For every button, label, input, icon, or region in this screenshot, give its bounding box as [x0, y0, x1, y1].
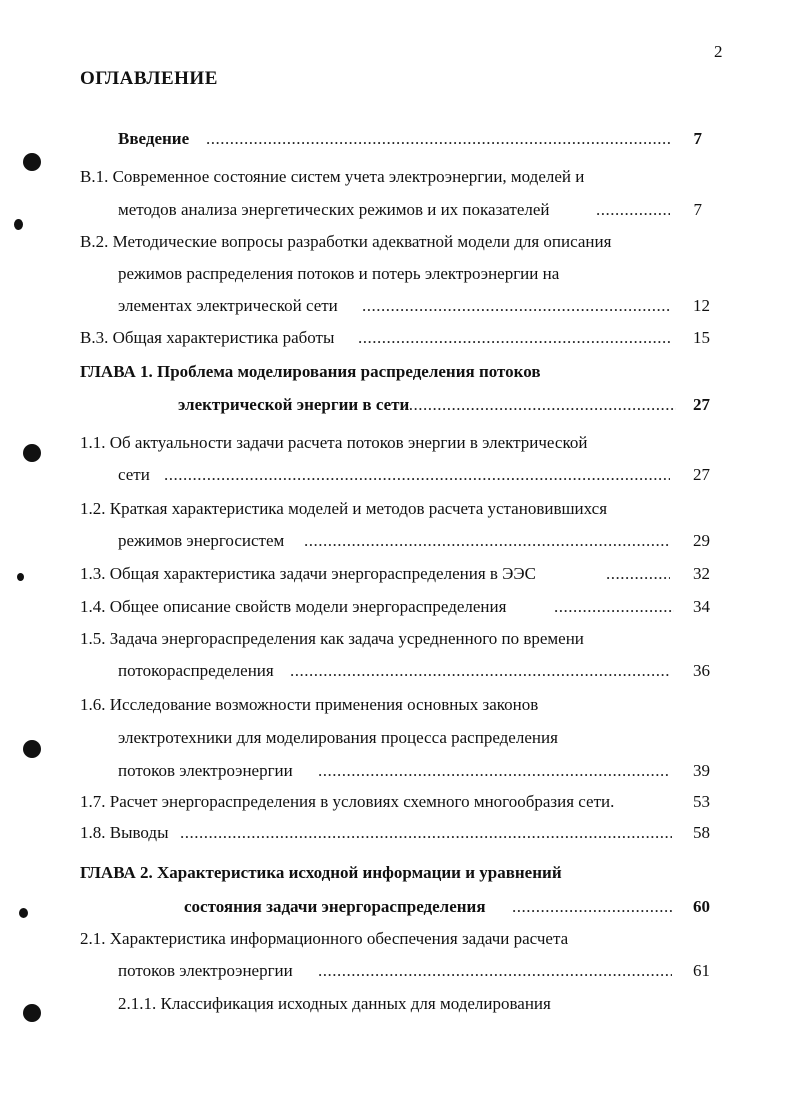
- toc-page-number: 61: [693, 961, 710, 980]
- punch-hole: [23, 740, 41, 758]
- punch-hole: [23, 1004, 41, 1022]
- page-number: 2: [714, 42, 723, 61]
- toc-entry-text: ГЛАВА 1. Проблема моделирования распределения потоков: [80, 362, 541, 381]
- leader-dots: [404, 394, 676, 416]
- toc-entry-text: 1.8. Выводы: [80, 823, 169, 842]
- toc-page-number: 39: [693, 761, 710, 780]
- toc-page-number: 7: [693, 129, 702, 148]
- leader-dots: [512, 896, 674, 918]
- toc-entry-text: методов анализа энергетических режимов и их показателей: [118, 200, 550, 219]
- toc-entry-text: В.2. Методические вопросы разработки адекватной модели для описания: [80, 232, 612, 251]
- toc-entry-text: 1.7. Расчет энергораспределения в условиях схемного многообразия сети.: [80, 792, 615, 811]
- leader-dots: [290, 660, 670, 682]
- toc-page-number: 27: [693, 465, 710, 484]
- toc-page-number: 60: [693, 897, 710, 916]
- toc-entry-text: элементах электрической сети: [118, 296, 338, 315]
- toc-page-number: 32: [693, 564, 710, 583]
- leader-dots: [362, 295, 670, 317]
- leader-dots: [318, 960, 672, 982]
- toc-entry-text: 1.4. Общее описание свойств модели энергораспределения: [80, 597, 507, 616]
- toc-entry-text: электротехники для моделирования процесса распределения: [118, 728, 558, 747]
- punch-hole: [23, 444, 41, 462]
- toc-page-number: 29: [693, 531, 710, 550]
- toc-entry-text: Введение: [118, 129, 190, 148]
- toc-entry-text: В.1. Современное состояние систем учета электроэнергии, моделей и: [80, 167, 585, 186]
- leader-dots: [358, 327, 670, 349]
- toc-page-number: 12: [693, 296, 710, 315]
- toc-page-number: 27: [693, 395, 710, 414]
- leader-dots: [164, 464, 670, 486]
- toc-page-number: 58: [693, 823, 710, 842]
- toc-entry-text: 2.1.1. Классификация исходных данных для моделирования: [118, 994, 551, 1013]
- toc-entry-text: режимов распределения потоков и потерь электроэнергии на: [118, 264, 560, 283]
- toc-entry-text: 2.1. Характеристика информационного обеспечения задачи расчета: [80, 929, 569, 948]
- leader-dots: [596, 199, 670, 221]
- leader-dots: [180, 822, 672, 844]
- toc-entry-text: состояния задачи энергораспределения: [184, 897, 486, 916]
- leader-dots: [606, 563, 670, 585]
- leader-dots: [304, 530, 670, 552]
- toc-entry-text: В.3. Общая характеристика работы: [80, 328, 335, 347]
- toc-entry-text: потоков электроэнергии: [118, 761, 293, 780]
- toc-entry-text: 1.1. Об актуальности задачи расчета потоков энергии в электрической: [80, 433, 588, 452]
- toc-entry-text: сети: [118, 465, 150, 484]
- punch-hole: [23, 153, 41, 171]
- toc-entry-text: 1.6. Исследование возможности применения основных законов: [80, 695, 539, 714]
- leader-dots: [554, 596, 674, 618]
- toc-entry-text: электрической энергии в сети: [178, 395, 410, 414]
- toc-page-number: 15: [693, 328, 710, 347]
- toc-page-number: 34: [693, 597, 710, 616]
- leader-dots: [206, 128, 670, 150]
- toc-entry-text: потокораспределения: [118, 661, 274, 680]
- leader-dots: [318, 760, 670, 782]
- scan-mark: [17, 573, 24, 581]
- toc-entry-text: 1.3. Общая характеристика задачи энергораспределения в ЭЭС: [80, 564, 536, 583]
- toc-title: ОГЛАВЛЕНИЕ: [80, 68, 218, 89]
- scan-mark: [19, 908, 28, 918]
- toc-entry-text: ГЛАВА 2. Характеристика исходной информации и уравнений: [80, 863, 562, 882]
- toc-page-number: 7: [693, 200, 702, 219]
- toc-entry-text: 1.2. Краткая характеристика моделей и методов расчета установившихся: [80, 499, 608, 518]
- toc-entry-text: режимов энергосистем: [118, 531, 285, 550]
- toc-entry-text: потоков электроэнергии: [118, 961, 293, 980]
- toc-page-number: 36: [693, 661, 710, 680]
- toc-entry-text: 1.5. Задача энергораспределения как задача усредненного по времени: [80, 629, 584, 648]
- scan-mark: [14, 219, 23, 230]
- toc-page-number: 53: [693, 792, 710, 811]
